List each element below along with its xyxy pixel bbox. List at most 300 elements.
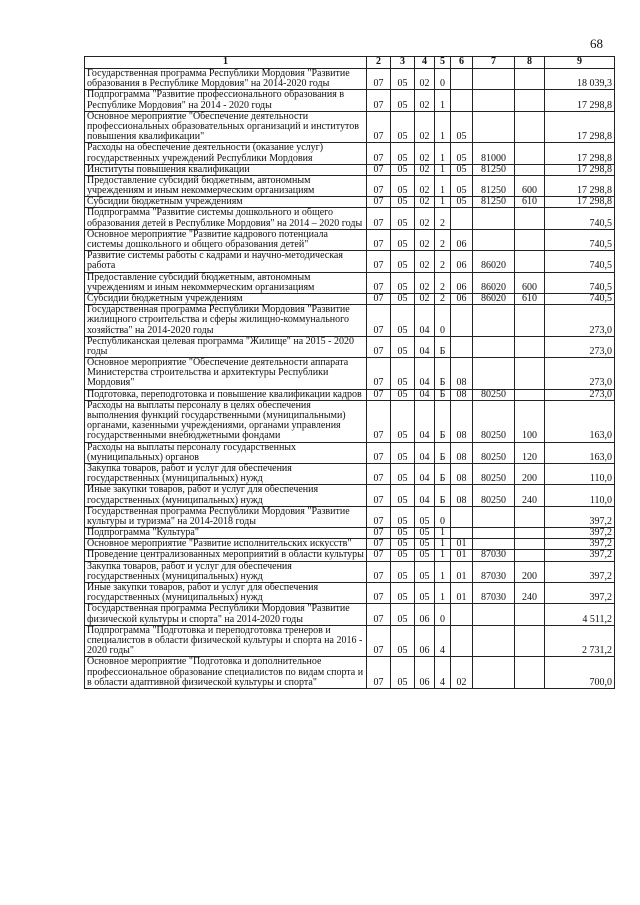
code-program: 05 [415, 539, 435, 550]
code-section: 07 [367, 463, 391, 484]
code-program: 02 [415, 164, 435, 175]
code-expense-type [515, 389, 545, 400]
code-subprogram: Б [435, 463, 451, 484]
code-measure: 06 [451, 229, 473, 250]
code-expense-type: 600 [515, 272, 545, 293]
table-row [85, 550, 615, 561]
code-subprogram: Б [435, 442, 451, 463]
code-section: 07 [367, 143, 391, 164]
table-row [85, 293, 615, 304]
row-name: Государственная программа Республики Мордовия "Развитие культуры и туризма" на 2014-2018 годы [85, 506, 367, 527]
code-subprogram: 1 [435, 197, 451, 208]
code-direction [473, 208, 515, 229]
code-measure: 06 [451, 272, 473, 293]
code-subsection: 05 [391, 111, 415, 143]
code-subprogram: Б [435, 358, 451, 390]
code-measure: 08 [451, 400, 473, 442]
code-direction: 81000 [473, 143, 515, 164]
code-subsection: 05 [391, 528, 415, 539]
table-row [85, 604, 615, 625]
table-row [85, 69, 615, 90]
code-program: 04 [415, 463, 435, 484]
row-name: Предоставление субсидий бюджетным, автономным учреждениям и иным некоммерческим организациям [85, 272, 367, 293]
table-row [85, 251, 615, 272]
code-measure: 01 [451, 561, 473, 582]
table-row [85, 305, 615, 337]
table-row [85, 90, 615, 111]
code-measure: 08 [451, 463, 473, 484]
column-header: 6 [451, 57, 473, 69]
code-direction [473, 358, 515, 390]
code-expense-type: 100 [515, 400, 545, 442]
row-name: Государственная программа Республики Мордовия "Развитие физической культуры и спорта" на 2014-2020 годы [85, 604, 367, 625]
row-name: Институты повышения квалификации [85, 164, 367, 175]
code-program: 06 [415, 657, 435, 689]
code-section: 07 [367, 164, 391, 175]
amount: 17 298,8 [545, 111, 615, 143]
code-subprogram: 4 [435, 657, 451, 689]
code-subprogram: 2 [435, 272, 451, 293]
code-direction: 87030 [473, 561, 515, 582]
code-expense-type: 600 [515, 175, 545, 196]
code-program: 05 [415, 528, 435, 539]
code-subprogram: 1 [435, 175, 451, 196]
table-row [85, 175, 615, 196]
column-header: 5 [435, 57, 451, 69]
code-expense-type [515, 305, 545, 337]
row-name: Проведение централизованных мероприятий в области культуры [85, 550, 367, 561]
code-program: 05 [415, 506, 435, 527]
amount: 273,0 [545, 389, 615, 400]
code-direction [473, 625, 515, 657]
code-section: 07 [367, 625, 391, 657]
code-direction [473, 90, 515, 111]
code-direction: 80250 [473, 463, 515, 484]
code-subsection: 05 [391, 90, 415, 111]
code-subsection: 05 [391, 625, 415, 657]
row-name: Основное мероприятие "Подготовка и дополнительное профессиональное образование специалистов по видам спорта и в области адаптивной физической культуры и спорта" [85, 657, 367, 689]
code-expense-type [515, 164, 545, 175]
code-section: 07 [367, 400, 391, 442]
code-subsection: 05 [391, 358, 415, 390]
code-expense-type [515, 604, 545, 625]
table-row [85, 272, 615, 293]
code-section: 07 [367, 539, 391, 550]
code-subprogram: 1 [435, 539, 451, 550]
code-subprogram: 2 [435, 293, 451, 304]
code-expense-type: 200 [515, 463, 545, 484]
amount: 397,2 [545, 528, 615, 539]
code-section: 07 [367, 442, 391, 463]
code-section: 07 [367, 251, 391, 272]
table-row [85, 197, 615, 208]
code-program: 04 [415, 400, 435, 442]
table-row [85, 229, 615, 250]
code-direction: 86020 [473, 293, 515, 304]
code-section: 07 [367, 389, 391, 400]
code-program: 06 [415, 604, 435, 625]
amount: 18 039,3 [545, 69, 615, 90]
code-subsection: 05 [391, 197, 415, 208]
row-name: Основное мероприятие "Развитие кадрового потенциала системы дошкольного и общего образования детей" [85, 229, 367, 250]
code-expense-type [515, 550, 545, 561]
amount: 2 731,2 [545, 625, 615, 657]
code-measure: 01 [451, 583, 473, 604]
row-name: Подпрограмма "Развитие профессионального образования в Республике Мордовия" на 2014 - 2020 годы [85, 90, 367, 111]
code-measure [451, 506, 473, 527]
code-direction [473, 336, 515, 357]
code-expense-type [515, 90, 545, 111]
code-subprogram: 4 [435, 625, 451, 657]
amount: 273,0 [545, 358, 615, 390]
code-measure: 01 [451, 550, 473, 561]
code-subprogram: 1 [435, 583, 451, 604]
amount: 740,5 [545, 293, 615, 304]
code-measure: 06 [451, 293, 473, 304]
code-subprogram: 2 [435, 251, 451, 272]
code-subsection: 05 [391, 442, 415, 463]
column-header: 4 [415, 57, 435, 69]
code-subsection: 05 [391, 229, 415, 250]
amount: 273,0 [545, 336, 615, 357]
column-header: 8 [515, 57, 545, 69]
code-subprogram: 1 [435, 90, 451, 111]
code-section: 07 [367, 657, 391, 689]
budget-table [84, 56, 615, 689]
table-row [85, 506, 615, 527]
table-row [85, 164, 615, 175]
code-measure: 06 [451, 251, 473, 272]
code-subsection: 05 [391, 272, 415, 293]
row-name: Расходы на выплаты персоналу государственных (муниципальных) органов [85, 442, 367, 463]
code-measure: 08 [451, 485, 473, 506]
code-direction: 80250 [473, 389, 515, 400]
code-measure [451, 528, 473, 539]
amount: 740,5 [545, 208, 615, 229]
code-direction: 80250 [473, 442, 515, 463]
code-subsection: 05 [391, 485, 415, 506]
table-row [85, 336, 615, 357]
code-expense-type [515, 528, 545, 539]
code-program: 06 [415, 625, 435, 657]
code-program: 04 [415, 442, 435, 463]
code-expense-type [515, 229, 545, 250]
code-subsection: 05 [391, 657, 415, 689]
code-program: 02 [415, 69, 435, 90]
code-program: 04 [415, 305, 435, 337]
amount: 17 298,8 [545, 164, 615, 175]
code-program: 05 [415, 583, 435, 604]
code-expense-type: 200 [515, 561, 545, 582]
table-row [85, 389, 615, 400]
code-measure: 08 [451, 389, 473, 400]
code-subsection: 05 [391, 389, 415, 400]
code-subsection: 05 [391, 463, 415, 484]
amount: 4 511,2 [545, 604, 615, 625]
code-subsection: 05 [391, 561, 415, 582]
code-subprogram: Б [435, 485, 451, 506]
code-measure: 05 [451, 175, 473, 196]
code-direction: 81250 [473, 175, 515, 196]
code-expense-type [515, 69, 545, 90]
code-expense-type [515, 336, 545, 357]
code-subprogram: 1 [435, 528, 451, 539]
code-expense-type: 240 [515, 583, 545, 604]
row-name: Государственная программа Республики Мордовия "Развитие образования в Республике Мордовия" на 2014-2020 годы [85, 69, 367, 90]
table-row [85, 539, 615, 550]
code-section: 07 [367, 485, 391, 506]
code-section: 07 [367, 583, 391, 604]
code-section: 07 [367, 604, 391, 625]
code-program: 02 [415, 229, 435, 250]
amount: 110,0 [545, 463, 615, 484]
code-section: 07 [367, 561, 391, 582]
code-program: 02 [415, 272, 435, 293]
code-direction [473, 604, 515, 625]
amount: 397,2 [545, 550, 615, 561]
amount: 397,2 [545, 539, 615, 550]
code-direction [473, 657, 515, 689]
amount: 163,0 [545, 442, 615, 463]
code-subsection: 05 [391, 539, 415, 550]
code-program: 04 [415, 485, 435, 506]
code-measure: 02 [451, 657, 473, 689]
code-program: 02 [415, 251, 435, 272]
code-program: 04 [415, 358, 435, 390]
code-section: 07 [367, 208, 391, 229]
code-measure [451, 208, 473, 229]
table-row [85, 485, 615, 506]
code-direction [473, 111, 515, 143]
row-name: Субсидии бюджетным учреждениям [85, 197, 367, 208]
code-measure: 05 [451, 111, 473, 143]
code-section: 07 [367, 336, 391, 357]
row-name: Иные закупки товаров, работ и услуг для обеспечения государственных (муниципальных) нужд [85, 583, 367, 604]
code-subsection: 05 [391, 506, 415, 527]
code-measure: 05 [451, 164, 473, 175]
amount: 17 298,8 [545, 175, 615, 196]
code-direction: 81250 [473, 164, 515, 175]
code-measure: 08 [451, 358, 473, 390]
code-direction: 87030 [473, 550, 515, 561]
row-name: Республиканская целевая программа "Жилище" на 2015 - 2020 годы [85, 336, 367, 357]
table-row [85, 143, 615, 164]
amount: 397,2 [545, 506, 615, 527]
amount: 700,0 [545, 657, 615, 689]
code-direction: 86020 [473, 251, 515, 272]
row-name: Закупка товаров, работ и услуг для обеспечения государственных (муниципальных) нужд [85, 463, 367, 484]
code-expense-type [515, 358, 545, 390]
code-direction: 80250 [473, 400, 515, 442]
column-header: 2 [367, 57, 391, 69]
code-program: 02 [415, 90, 435, 111]
code-subprogram: Б [435, 389, 451, 400]
header-row [85, 57, 615, 69]
code-direction [473, 69, 515, 90]
code-direction [473, 539, 515, 550]
row-name: Основное мероприятие "Развитие исполнительских искусств" [85, 539, 367, 550]
amount: 740,5 [545, 272, 615, 293]
code-measure: 05 [451, 143, 473, 164]
column-header: 3 [391, 57, 415, 69]
code-expense-type [515, 111, 545, 143]
code-section: 07 [367, 175, 391, 196]
code-subsection: 05 [391, 175, 415, 196]
table-row [85, 561, 615, 582]
code-expense-type [515, 143, 545, 164]
amount: 110,0 [545, 485, 615, 506]
table-row [85, 400, 615, 442]
table-row [85, 583, 615, 604]
code-section: 07 [367, 111, 391, 143]
code-measure: 08 [451, 442, 473, 463]
code-section: 07 [367, 506, 391, 527]
code-program: 05 [415, 561, 435, 582]
code-program: 02 [415, 175, 435, 196]
code-measure: 01 [451, 539, 473, 550]
row-name: Подготовка, переподготовка и повышение квалификации кадров [85, 389, 367, 400]
row-name: Основное мероприятие "Обеспечение деятельности профессиональных образовательных организаций и институтов повышения квалификации" [85, 111, 367, 143]
amount: 273,0 [545, 305, 615, 337]
code-subsection: 05 [391, 583, 415, 604]
code-program: 04 [415, 336, 435, 357]
code-program: 02 [415, 293, 435, 304]
column-header: 9 [545, 57, 615, 69]
code-program: 04 [415, 389, 435, 400]
code-subsection: 05 [391, 604, 415, 625]
code-section: 07 [367, 197, 391, 208]
row-name: Закупка товаров, работ и услуг для обеспечения государственных (муниципальных) нужд [85, 561, 367, 582]
code-subprogram: 0 [435, 69, 451, 90]
code-section: 07 [367, 272, 391, 293]
amount: 740,5 [545, 229, 615, 250]
code-subprogram: 0 [435, 305, 451, 337]
amount: 397,2 [545, 561, 615, 582]
row-name: Расходы на обеспечение деятельности (оказание услуг) государственных учреждений Республики Мордовия [85, 143, 367, 164]
code-section: 07 [367, 358, 391, 390]
code-direction: 80250 [473, 485, 515, 506]
row-name: Предоставление субсидий бюджетным, автономным учреждениям и иным некоммерческим организациям [85, 175, 367, 196]
table-row [85, 442, 615, 463]
code-subsection: 05 [391, 164, 415, 175]
table-row [85, 528, 615, 539]
code-measure: 05 [451, 197, 473, 208]
code-subprogram: 0 [435, 506, 451, 527]
code-program: 05 [415, 550, 435, 561]
row-name: Основное мероприятие "Обеспечение деятельности аппарата Министерства строительства и архитектуры Республики Мордовия" [85, 358, 367, 390]
code-program: 02 [415, 208, 435, 229]
code-direction [473, 528, 515, 539]
code-direction [473, 305, 515, 337]
row-name: Развитие системы работы с кадрами и научно-методическая работа [85, 251, 367, 272]
row-name: Подпрограмма "Развитие системы дошкольного и общего образования детей в Республике Мордовия" на 2014 – 2020 годы [85, 208, 367, 229]
row-name: Субсидии бюджетным учреждениям [85, 293, 367, 304]
code-section: 07 [367, 229, 391, 250]
code-measure [451, 90, 473, 111]
code-measure [451, 305, 473, 337]
code-expense-type [515, 208, 545, 229]
code-subprogram: Б [435, 336, 451, 357]
code-direction: 87030 [473, 583, 515, 604]
code-program: 02 [415, 143, 435, 164]
code-subsection: 05 [391, 251, 415, 272]
column-header: 7 [473, 57, 515, 69]
code-expense-type [515, 251, 545, 272]
code-section: 07 [367, 293, 391, 304]
row-name: Расходы на выплаты персоналу в целях обеспечения выполнения функций государственными (муниципальными) органами, казенными учреждениями, органами управления государственными внебюджетными фондами [85, 400, 367, 442]
code-section: 07 [367, 550, 391, 561]
code-direction [473, 506, 515, 527]
code-program: 02 [415, 111, 435, 143]
row-name: Иные закупки товаров, работ и услуг для обеспечения государственных (муниципальных) нужд [85, 485, 367, 506]
code-expense-type [515, 625, 545, 657]
code-subsection: 05 [391, 208, 415, 229]
code-expense-type [515, 657, 545, 689]
code-measure [451, 69, 473, 90]
table-row [85, 463, 615, 484]
code-measure [451, 625, 473, 657]
code-subprogram: 0 [435, 604, 451, 625]
code-subprogram: Б [435, 400, 451, 442]
amount: 17 298,8 [545, 197, 615, 208]
code-direction: 86020 [473, 272, 515, 293]
code-subprogram: 1 [435, 561, 451, 582]
code-expense-type [515, 506, 545, 527]
code-subprogram: 1 [435, 164, 451, 175]
code-section: 07 [367, 90, 391, 111]
page-number: 68 [590, 36, 603, 51]
code-subprogram: 1 [435, 550, 451, 561]
amount: 740,5 [545, 251, 615, 272]
code-direction: 81250 [473, 197, 515, 208]
row-name: Подпрограмма "Культура" [85, 528, 367, 539]
code-subprogram: 1 [435, 143, 451, 164]
amount: 397,2 [545, 583, 615, 604]
code-subsection: 05 [391, 550, 415, 561]
code-subsection: 05 [391, 336, 415, 357]
code-expense-type: 120 [515, 442, 545, 463]
table-row [85, 358, 615, 390]
amount: 17 298,8 [545, 143, 615, 164]
code-subprogram: 2 [435, 208, 451, 229]
code-subsection: 05 [391, 69, 415, 90]
column-header: 1 [85, 57, 367, 69]
table-row [85, 111, 615, 143]
code-section: 07 [367, 528, 391, 539]
code-measure [451, 604, 473, 625]
code-subsection: 05 [391, 400, 415, 442]
code-subsection: 05 [391, 293, 415, 304]
code-expense-type: 610 [515, 293, 545, 304]
code-program: 02 [415, 197, 435, 208]
table-row [85, 657, 615, 689]
amount: 163,0 [545, 400, 615, 442]
row-name: Подпрограмма "Подготовка и переподготовка тренеров и специалистов в области физической культуры и спорта на 2016 - 2020 годы" [85, 625, 367, 657]
code-expense-type: 240 [515, 485, 545, 506]
code-direction [473, 229, 515, 250]
table-row [85, 625, 615, 657]
amount: 17 298,8 [545, 90, 615, 111]
code-section: 07 [367, 305, 391, 337]
code-measure [451, 336, 473, 357]
row-name: Государственная программа Республики Мордовия "Развитие жилищного строительства и сферы жилищно-коммунального хозяйства" на 2014-2020 годы [85, 305, 367, 337]
code-section: 07 [367, 69, 391, 90]
code-subprogram: 1 [435, 111, 451, 143]
code-subsection: 05 [391, 143, 415, 164]
code-subprogram: 2 [435, 229, 451, 250]
table-row [85, 208, 615, 229]
code-expense-type: 610 [515, 197, 545, 208]
